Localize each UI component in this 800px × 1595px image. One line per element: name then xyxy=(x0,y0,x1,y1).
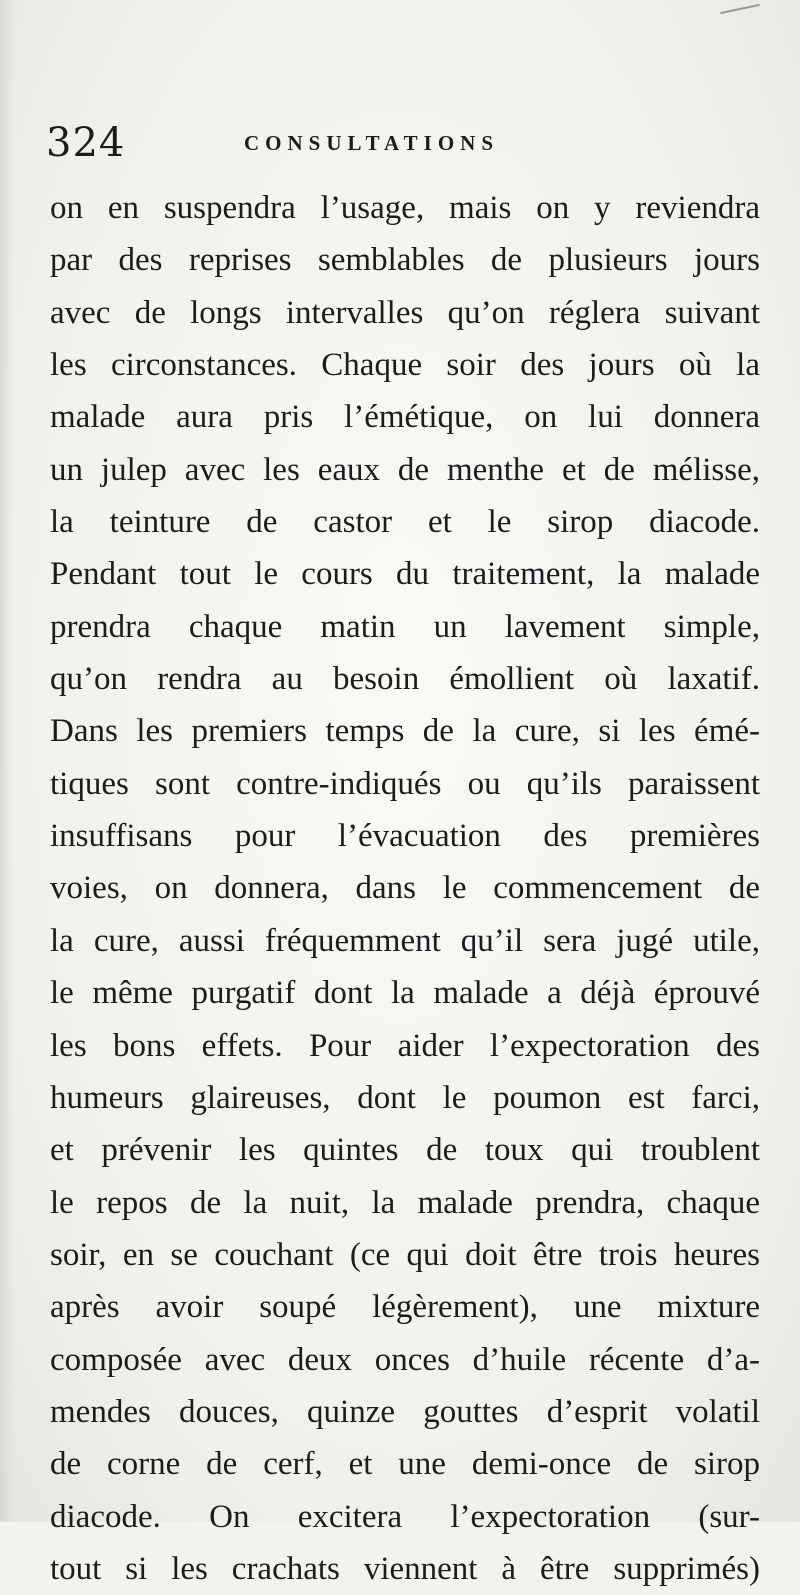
text-line: qu’on rendra au besoin émollient où laxatif. xyxy=(50,661,760,698)
text-line: prendra chaque matin un lavement simple, xyxy=(50,608,760,645)
text-line: tiques sont contre-indiqués ou qu’ils paraissent xyxy=(50,765,760,802)
text-line: par des reprises semblables de plusieurs jours xyxy=(50,242,760,279)
body-text xyxy=(50,182,760,1595)
page-header xyxy=(46,118,766,168)
text-line: avec de longs intervalles qu’on réglera suivant xyxy=(50,294,760,331)
text-line: après avoir soupé légèrement), une mixture xyxy=(50,1289,760,1326)
text-line: Pendant tout le cours du traitement, la malade xyxy=(50,556,760,593)
text-line: un julep avec les eaux de menthe et de mélisse, xyxy=(50,451,760,488)
text-line: le repos de la nuit, la malade prendra, chaque xyxy=(50,1184,760,1221)
text-line: mendes douces, quinze gouttes d’esprit volatil xyxy=(50,1393,760,1430)
text-line: on en suspendra l’usage, mais on y reviendra xyxy=(50,190,760,226)
text-line: les bons effets. Pour aider l’expectoration des xyxy=(50,1027,760,1064)
page-edge-shadow xyxy=(0,0,14,1522)
text-line: malade aura pris l’émétique, on lui donnera xyxy=(50,399,760,436)
text-line: humeurs glaireuses, dont le poumon est farci, xyxy=(50,1079,760,1116)
text-line: le même purgatif dont la malade a déjà éprouvé xyxy=(50,975,760,1012)
text-line: la teinture de castor et le sirop diacode. xyxy=(50,504,760,541)
text-line: soir, en se couchant (ce qui doit être trois heures xyxy=(50,1236,760,1273)
text-line: de corne de cerf, et une demi-once de sirop xyxy=(50,1446,760,1483)
text-line: Dans les premiers temps de la cure, si les émé- xyxy=(50,713,760,750)
running-head: CONSULTATIONS xyxy=(244,131,500,155)
text-line: tout si les crachats viennent à être supprimés) xyxy=(50,1550,760,1587)
text-line: et prévenir les quintes de toux qui troublent xyxy=(50,1132,760,1169)
scan-mark xyxy=(720,4,760,14)
text-line: insuffisans pour l’évacuation des premières xyxy=(50,818,760,855)
text-line: composée avec deux onces d’huile récente d’a- xyxy=(50,1341,760,1378)
text-line: la cure, aussi fréquemment qu’il sera jugé utile, xyxy=(50,922,760,959)
page-number: 324 xyxy=(46,120,126,166)
text-line: les circonstances. Chaque soir des jours où la xyxy=(50,347,760,384)
text-line: voies, on donnera, dans le commencement de xyxy=(50,870,760,907)
text-line: diacode. On excitera l’expectoration (sur- xyxy=(50,1498,760,1535)
